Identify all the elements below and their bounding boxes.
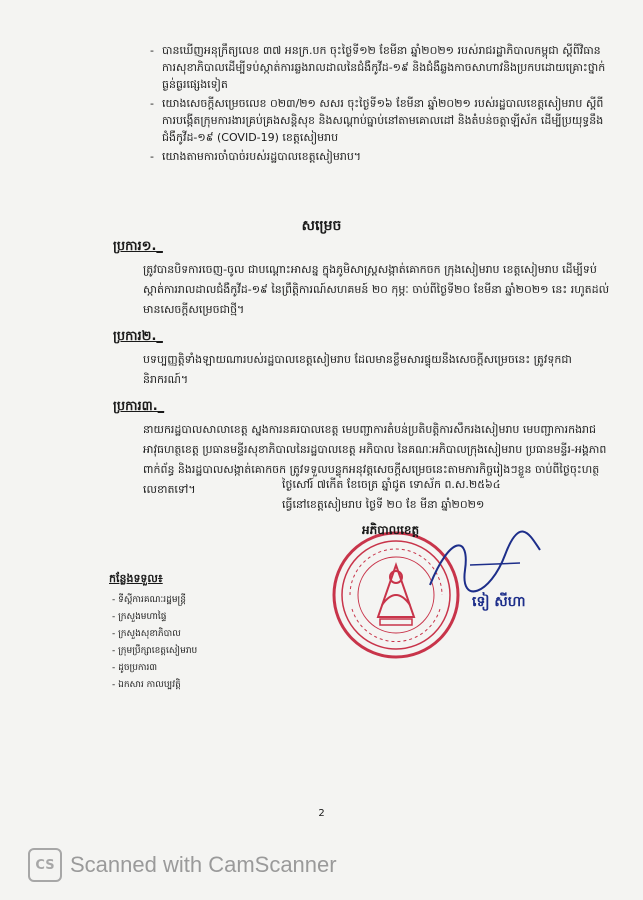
- preamble-text: បានឃើញអនុក្រឹត្យលេខ ៣៧ អនក្រ.បក ចុះថ្ងៃទី១២ ខែមីនា ឆ្នាំ២០២១ របស់រាជរដ្ឋាភិបាលកម្ពុជា ស្តីពីវិធានការសុខាភិបាលដើម្បីទប់ស្កាត់ការឆ្លងរាលដាលនៃជំងឺកូវីដ-១៩ និងជំងឺឆ្លងកាចសាហាវនិងប្រកបដោយគ្រោះថ្នាក់ធ្ងន់ធ្ងរផ្សេងទៀត: [162, 44, 606, 91]
- decision-heading: សម្រេច: [301, 218, 342, 234]
- preamble-item: - បានឃើញអនុក្រឹត្យលេខ ៣៧ អនក្រ.បក ចុះថ្ងៃទី១២ ខែមីនា ឆ្នាំ២០២១ របស់រាជរដ្ឋាភិបាលកម្ពុជា ស្តីពីវិធានការសុខាភិបាលដើម្បីទប់ស្កាត់ការឆ្លងរាលដាលនៃជំងឺកូវីដ-១៩ និងជំងឺឆ្លងកាចសាហាវនិងប្រកបដោយគ្រោះថ្នាក់ធ្ងន់ធ្ងរផ្សេងទៀត: [150, 42, 610, 93]
- camscanner-logo-icon: CS: [28, 848, 62, 882]
- lunar-date-line: ថ្ងៃសៅរ៍ ៧កើត ខែចេត្រ ឆ្នាំជូត ទោស័ក ព.ស.២៥៦៤: [282, 478, 501, 491]
- preamble-item: - យោងតាមការចាំបាច់របស់រដ្ឋបាលខេត្តសៀមរាប។: [150, 148, 610, 165]
- scanner-watermark: [28, 848, 337, 882]
- recipients-list: [112, 592, 197, 694]
- recipients-title: កន្លែងទទួល៖: [109, 572, 163, 585]
- recipient-item: - ក្រសួងមហាផ្ទៃ: [112, 609, 197, 626]
- preamble-item: - យោងសេចក្តីសម្រេចលេខ ០២៣/២១ សសរ ចុះថ្ងៃទី១៦ ខែមីនា ឆ្នាំ២០២១ របស់រដ្ឋបាលខេត្តសៀមរាប ស្តីពីការបង្កើតក្រុមការងារគ្រប់គ្រងសន្តិសុខ និងសណ្តាប់ធ្នាប់នៅតាមគោលដៅ និងតំបន់ចត្តាឡីស័ក ដើម្បីប្រយុទ្ធនឹងជំងឺកូវីដ-១៩ (COVID-19) ខេត្តសៀមរាប: [150, 95, 610, 146]
- place-date-line: ធ្វើនៅខេត្តសៀមរាប ថ្ងៃទី ២០ ខែ មីនា ឆ្នាំ២០២១: [282, 498, 485, 511]
- article-3-label: ប្រការ៣._: [113, 399, 165, 414]
- article-2-text: បទប្បញ្ញត្តិទាំងឡាយណារបស់រដ្ឋបាលខេត្តសៀមរាប ដែលមានខ្លឹមសារផ្ទុយនឹងសេចក្តីសម្រេចនេះ ត្រូវទុកជានិរាករណ៍។: [143, 353, 572, 386]
- signer-name: ទៀ សីហា: [472, 594, 526, 610]
- signer-title: អភិបាលខេត្ត: [362, 523, 420, 537]
- scanner-watermark-text: Scanned with CamScanner: [70, 852, 337, 877]
- article-2-label: ប្រការ២._: [113, 329, 163, 344]
- recipient-item: - ក្រុមប្រឹក្សាខេត្តសៀមរាប: [112, 643, 197, 660]
- preamble-list: [150, 42, 610, 167]
- preamble-text: យោងតាមការចាំបាច់របស់រដ្ឋបាលខេត្តសៀមរាប។: [162, 150, 362, 163]
- recipient-item: - ក្រសួងសុខាភិបាល: [112, 626, 197, 643]
- article-1-text: ត្រូវបានបិទការចេញ-ចូល ជាបណ្តោះអាសន្ន ក្នុងភូមិសាស្ត្រសង្កាត់គោកចក ក្រុងសៀមរាប ខេត្តសៀមរាប ដើម្បីទប់ស្កាត់ការរាលដាលជំងឺកូវីដ-១៩ នៃព្រឹត្តិការណ៍សហគមន៍ ២០ កុម្ភៈ ចាប់ពីថ្ងៃទី២០ ខែមីនា ឆ្នាំ២០២១ នេះ រហូតដល់មានសេចក្តីសម្រេចជាថ្មី។: [143, 263, 610, 316]
- page-number: 2: [318, 808, 325, 819]
- article-1-label: ប្រការ១._: [113, 239, 163, 254]
- article-3-text: នាយករដ្ឋបាលសាលាខេត្ត ស្នងការនគរបាលខេត្ត មេបញ្ជាការតំបន់ប្រតិបត្តិការសឹករងសៀមរាប មេបញ្ជាការកងរាជអាវុធហត្ថខេត្ត ប្រធានមន្ទីរសុខាភិបាលនៃរដ្ឋបាលខេត្ត អភិបាល នៃគណៈអភិបាលក្រុងសៀមរាប ប្រធានមន្ទីរ-អង្គភាពពាក់ព័ន្ធ និងរដ្ឋបាលសង្កាត់គោកចក ត្រូវទទួលបន្ទុកអនុវត្តសេចក្តីសម្រេចនេះតាមភារកិច្ចរៀងៗខ្លួន ចាប់ពីថ្ងៃចុះហត្ថលេខាតទៅ។: [143, 423, 607, 496]
- recipient-item: - ទីស្តីការគណៈរដ្ឋមន្ត្រី: [112, 592, 197, 609]
- recipient-item: - ដូចប្រការ៣: [112, 660, 197, 677]
- recipient-item: - ឯកសារ កាលប្បវត្តិ: [112, 677, 197, 694]
- preamble-text: យោងសេចក្តីសម្រេចលេខ ០២៣/២១ សសរ ចុះថ្ងៃទី១៦ ខែមីនា ឆ្នាំ២០២១ របស់រដ្ឋបាលខេត្តសៀមរាប ស្តីពីការបង្កើតក្រុមការងារគ្រប់គ្រងសន្តិសុខ និងសណ្តាប់ធ្នាប់នៅតាមគោលដៅ និងតំបន់ចត្តាឡីស័ក ដើម្បីប្រយុទ្ធនឹងជំងឺកូវីដ-១៩ (COVID-19) ខេត្តសៀមរាប: [162, 97, 604, 144]
